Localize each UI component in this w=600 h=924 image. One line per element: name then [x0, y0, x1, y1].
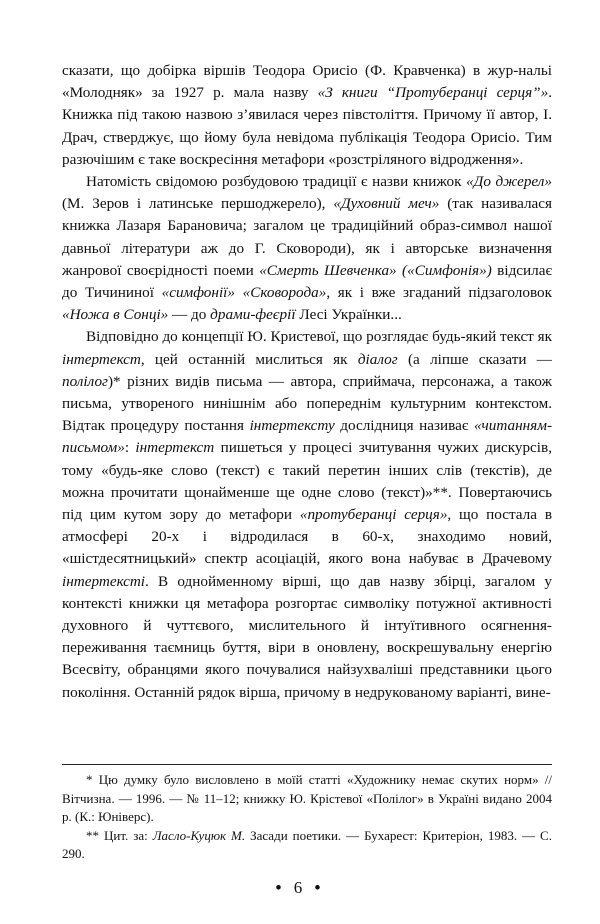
text-italic-run: «Смерть Шевченка» («Симфонія»)	[259, 261, 492, 279]
text-run: Натомість свідомою розбудовою традиції є назви книжок	[86, 173, 467, 191]
text-italic-run: «протуберанці серця»	[299, 506, 448, 524]
text-italic-run: інтертексті	[62, 572, 146, 590]
text-italic-run: інтертекст	[62, 350, 141, 368]
page-number	[0, 878, 600, 898]
text-italic-run: «читанням-письмом»	[62, 417, 552, 457]
footnote	[62, 771, 552, 827]
text-run: (так називалася книжка Лазаря Барановича; загалом це традиційний образ-символ нашої давньої літератури аж до Г. Сковороди), як і авторське визначення жанрової своєрідності поеми	[62, 195, 553, 279]
footnote-text-italic-run: Ласло-Куцюк М.	[152, 827, 246, 843]
text-run: пишеться у процесі зчитування чужих дискурсів, тому «будь-яке слово (текст) є такий перетин інших слів (текстів), де можна прочитати щонайменше ще одне слово (текст)»**. Повертаючись під цим кутом зору до метафори	[62, 439, 552, 524]
text-italic-run: інтертекст	[135, 439, 215, 457]
footnotes	[62, 764, 552, 864]
text-run: )* різних видів письма — автора, сприймача, персонажа, а також письма, утвореного нинішнім або попереднім культурним контекстом. Відтак процедуру постання	[62, 372, 552, 435]
page-number-left-bullet: •	[275, 878, 286, 897]
footnote	[62, 827, 552, 864]
text-run: . Книжка під такою назвою з’явилася через півстоліття. Причому її автор, І. Драч, стверджує, що йому була невідома публікація Теодора Орисіо. Тим разючішим є таке воскресіння метафори «розстріляного відродження».	[62, 84, 552, 168]
text-italic-run: «З книги “Протуберанці серця”»	[317, 84, 549, 102]
text-italic-run: інтертексту	[249, 417, 335, 435]
text-run: :	[124, 439, 136, 457]
text-run: дослідниця називає	[334, 417, 474, 435]
footnote-text-run: * Цю думку було висловлено в моїй статті «Художнику немає скутих норм» // Вітчизна. — 1996. — № 11–12; книжку Ю. Крістевої «Полілог» в Україні видано 2004 р. (К.: Юніверс).	[62, 772, 552, 824]
text-italic-run: драми-феєрії	[210, 306, 296, 324]
text-run: (а ліпше сказати —	[397, 350, 552, 368]
text-italic-run: діалог	[357, 350, 398, 368]
body-text	[62, 60, 552, 704]
footnote-text-run: ** Цит. за:	[86, 827, 153, 843]
text-run: — до	[168, 306, 211, 324]
text-italic-run: «Духовний меч»	[333, 195, 440, 213]
text-italic-run: полілог	[62, 372, 108, 390]
text-run: (М. Зеров і латинське першоджерело),	[62, 195, 334, 213]
text-italic-run: «симфонії» «Сковорода»	[161, 284, 327, 302]
text-run: , що постала в атмосфері 20-х і відродилася в 60-х, знаходимо новий, «шістдесятницький» спектр асоціацій, якого вона набуває в Драчевому	[62, 506, 552, 568]
text-run: . В однойменному вірші, що дав назву збірці, загалом у контексті книжки ця метафора розгортає символіку потужної активності духовного й чуттєвого, мислительного й інтуїтивного осягнення-переживання таємниць буття, віри в оновлену, воскрешувальну енергію Всесвіту, обранцями якого почувалися найзухваліші представники цього покоління. Останній рядок вірша, причому в недрукованому варіанті, вине-	[62, 572, 552, 701]
text-run: , як і вже згаданий підзаголовок	[326, 284, 552, 302]
text-run: відсилає до Тичининої	[62, 261, 552, 302]
text-run: сказати, що добірка віршів Теодора Орисіо (Ф. Кравченка) в жур-нальі «Молодняк» за 1927 р. мала назву	[62, 62, 552, 102]
paragraph	[62, 171, 552, 326]
footnote-text-run: Засади поетики. — Бухарест: Критеріон, 1983. — С. 290.	[62, 827, 552, 861]
text-run: , цей останній мислиться як	[140, 350, 358, 368]
text-italic-run: «До джерел»	[466, 173, 552, 191]
paragraph	[62, 60, 552, 171]
paragraph	[62, 326, 552, 703]
text-run: Лесі Українки...	[295, 306, 402, 324]
page-number-value: 6	[293, 878, 307, 897]
text-run: Відповідно до концепції Ю. Кристевої, що розглядає будь-який текст як	[86, 328, 552, 346]
text-italic-run: «Ножа в Сонці»	[62, 306, 169, 324]
page-number-right-bullet: •	[314, 878, 325, 897]
